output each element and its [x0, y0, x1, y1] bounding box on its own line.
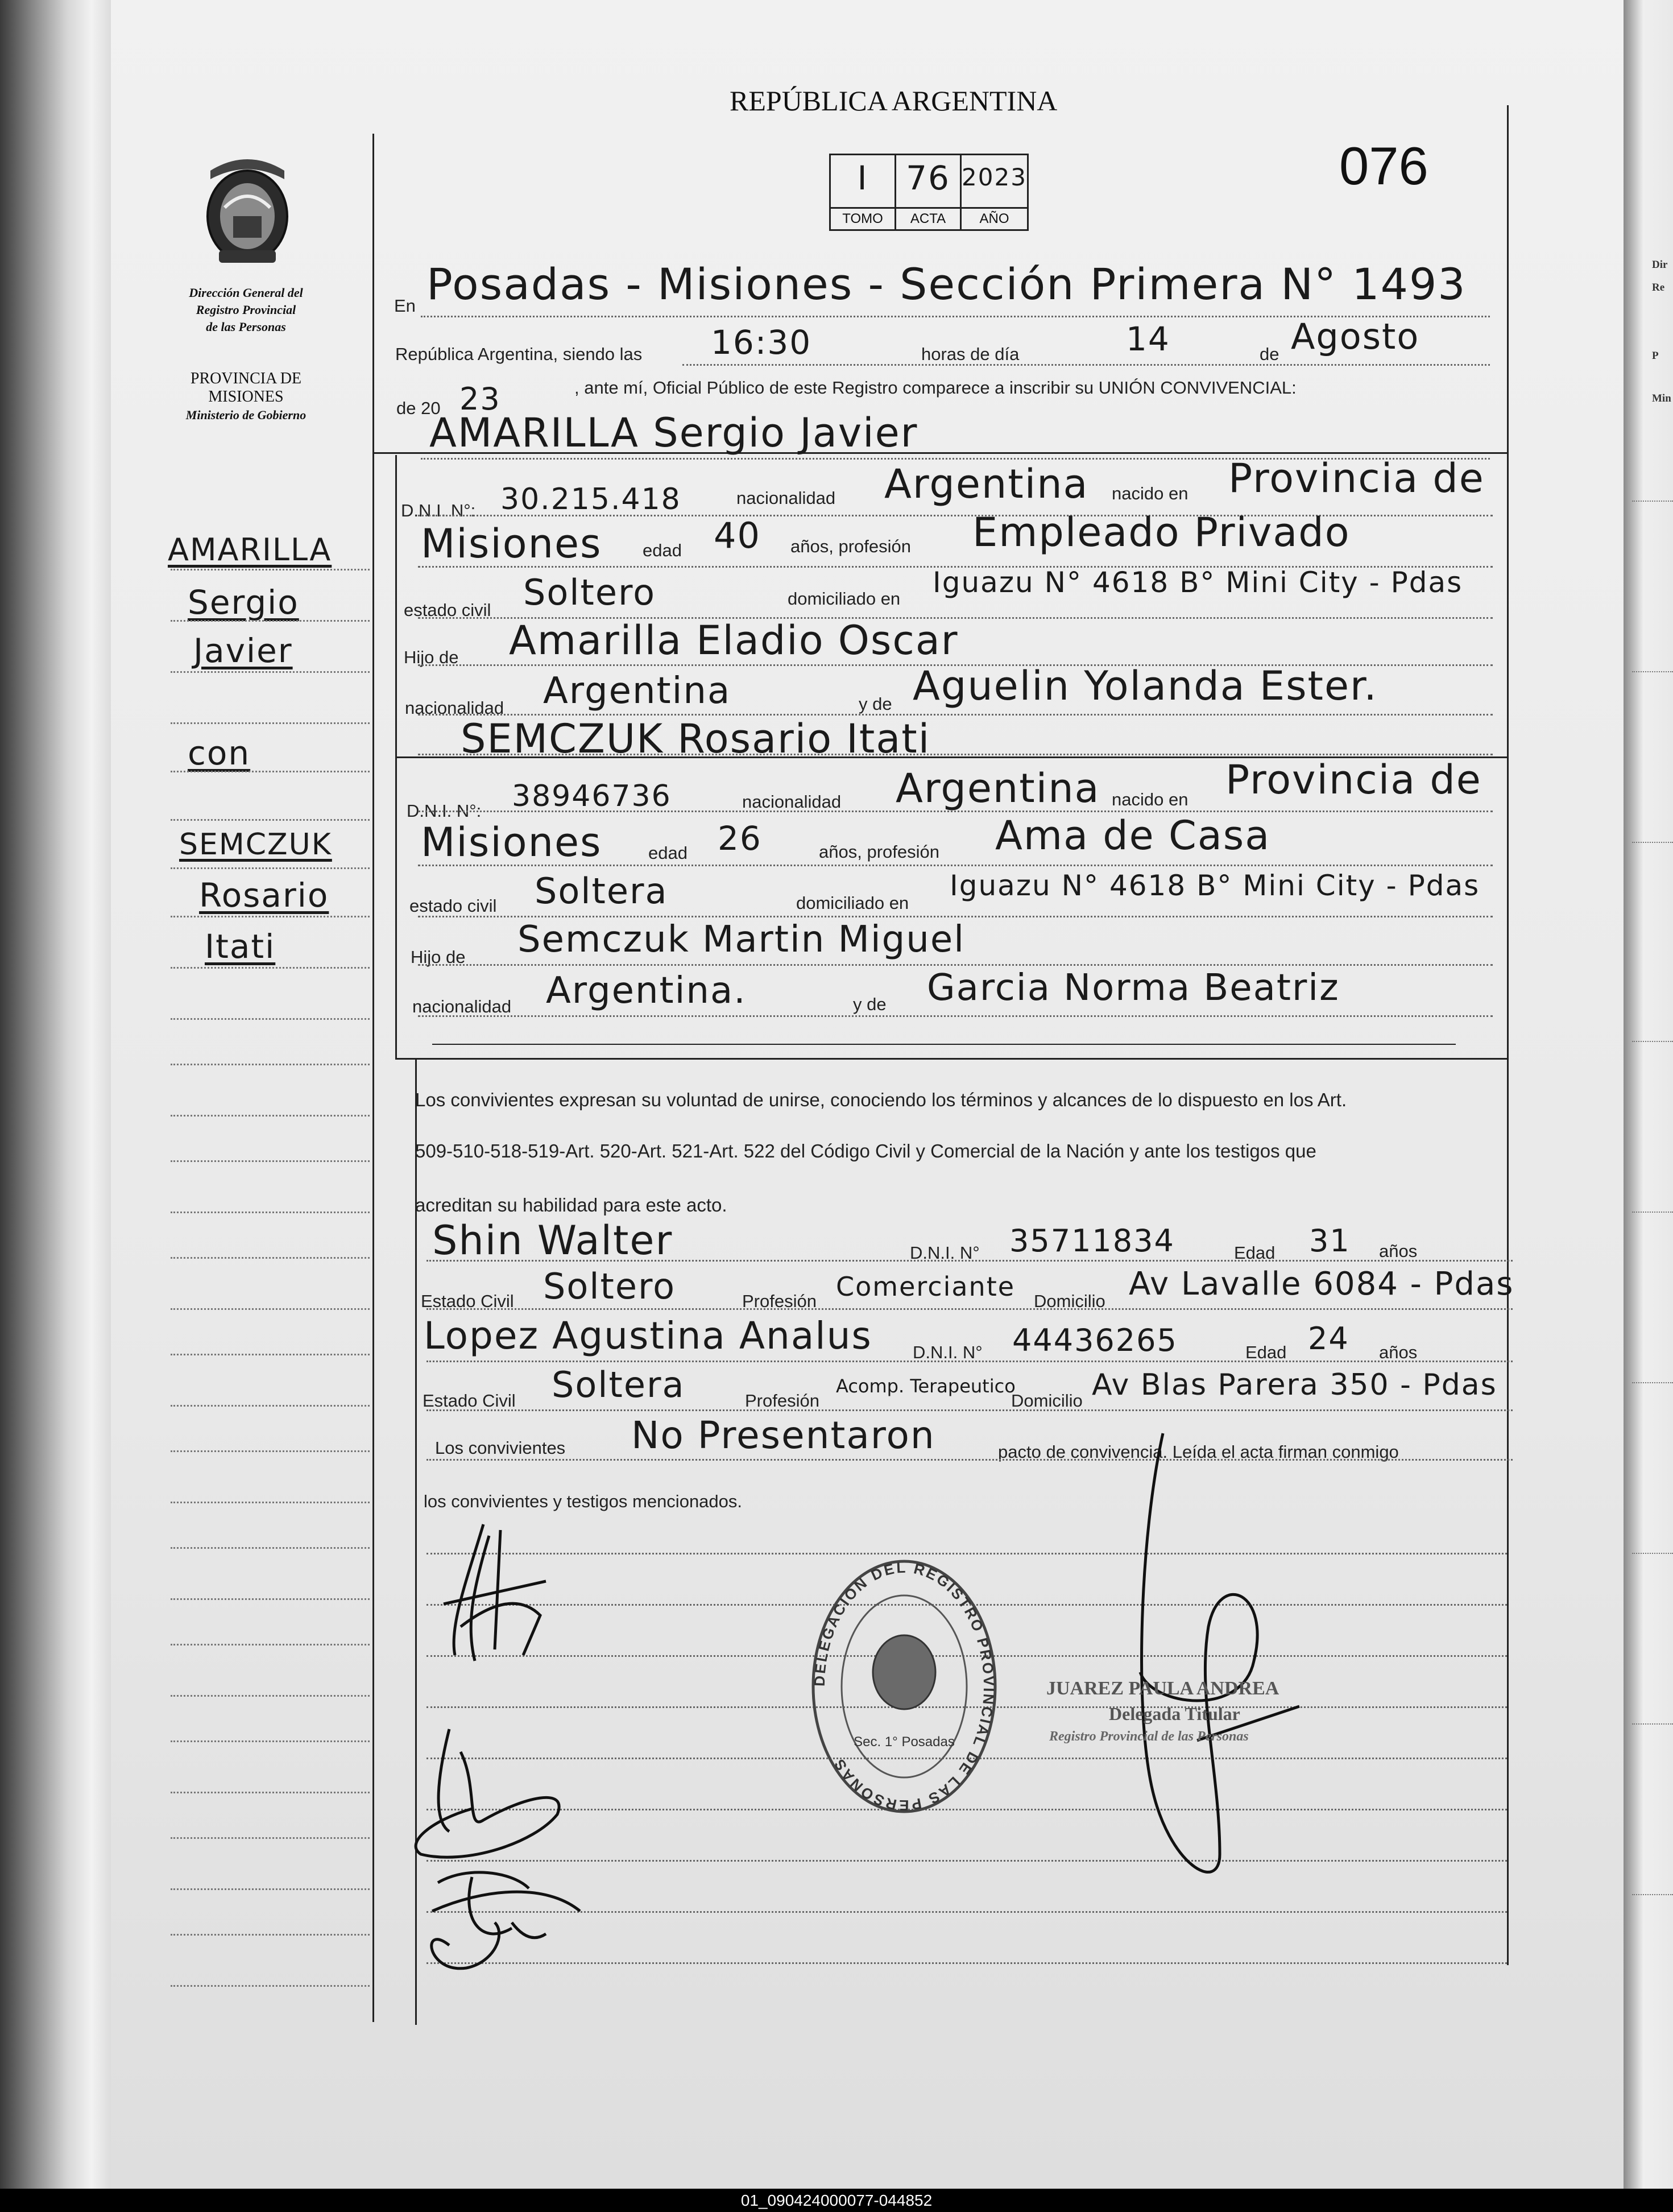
person1-civil: Soltero [523, 572, 656, 613]
nationality-label: nacionalidad [742, 792, 842, 812]
adjacent-page [1624, 0, 1673, 2189]
civil-label: Estado Civil [421, 1291, 514, 1311]
declaration-line: 509-510-518-519-Art. 520-Art. 521-Art. 522 del Código Civil y Comercial de la Nación y ante los testigos que [415, 1140, 1316, 1161]
adjacent-page-line [1632, 1041, 1673, 1042]
page-number: 076 [1339, 136, 1428, 196]
acta-value: 76 [906, 159, 950, 197]
anio-value: 2023 [962, 163, 1027, 191]
margin-line [171, 1837, 370, 1839]
civil-label: estado civil [409, 896, 497, 916]
person2-age: 26 [718, 819, 762, 858]
margin-line [171, 867, 370, 869]
adjacent-page-fragment: Re [1652, 282, 1665, 293]
age-label: edad [648, 843, 688, 863]
margin-line [171, 1450, 370, 1452]
fill-line [426, 1361, 1513, 1362]
witness1-name: Shin Walter [432, 1217, 673, 1264]
month-value: Agosto [1291, 316, 1420, 357]
province-line: PROVINCIA DE [190, 370, 302, 387]
years-label: años [1379, 1342, 1418, 1362]
age-label: edad [643, 540, 682, 560]
year-prefix: de 20 [396, 398, 441, 418]
person2-address: Iguazu N° 4618 B° Mini City - Pdas [950, 869, 1480, 902]
declaration-line: acreditan su habilidad para este acto. [415, 1194, 727, 1215]
image-code: 01_090424000077-044852 [740, 2192, 933, 2209]
en-label: En [394, 296, 416, 316]
person2-nationality: Argentina [896, 765, 1100, 812]
person1-heading: AMARILLA Sergio Javier [429, 410, 918, 456]
fill-line [418, 1015, 1493, 1017]
tomo-value: I [857, 159, 868, 197]
provincial-coat-of-arms-icon [199, 154, 296, 267]
witness2-civil: Soltera [552, 1364, 685, 1405]
margin-line [171, 1740, 370, 1742]
fill-line [426, 1308, 1513, 1310]
time-value: 16:30 [711, 323, 812, 362]
y-de-label: y de [853, 994, 887, 1014]
year-value: 23 [459, 381, 501, 417]
margin-name: Itati [205, 927, 276, 966]
dni-label: D.N.I. N° [910, 1243, 980, 1263]
frame-line-right [1507, 105, 1509, 1965]
fill-line [418, 916, 1493, 917]
address-label: Domicilio [1011, 1391, 1083, 1411]
de-label: de [1260, 344, 1279, 364]
fill-line [426, 1409, 1513, 1411]
dni-label: D.N.I. N°: [407, 801, 482, 821]
margin-line [171, 1502, 370, 1503]
ministry-line: Ministerio de Gobierno [185, 408, 307, 422]
official-title: Delegada Titular [1109, 1704, 1240, 1724]
age-label: Edad [1234, 1243, 1276, 1263]
witness2-profession: Acomp. Terapeutico [836, 1375, 1016, 1397]
witness2-dni: 44436265 [1012, 1322, 1178, 1358]
stamp-ring-text: DELEGACION DEL REGISTRO PROVINCIAL DE LAS PERSONAS [810, 1558, 998, 1814]
footer-bar [0, 2189, 1673, 2212]
profession-label: Profesión [742, 1291, 817, 1311]
fill-line [418, 964, 1493, 966]
person1-nationality: Argentina [884, 461, 1089, 507]
person1-dni: 30.215.418 [500, 482, 681, 516]
person1-mother: Aguelin Yolanda Ester. [913, 663, 1378, 709]
official-name: JUAREZ PAULA ANDREA [1046, 1678, 1279, 1699]
witness2-name: Lopez Agustina Analus [424, 1314, 872, 1358]
civil-label: Estado Civil [423, 1391, 516, 1411]
margin-line [171, 1598, 370, 1600]
person2-born-line1: Provincia de [1225, 756, 1482, 803]
fill-line [426, 1260, 1513, 1262]
registrar-signature [1129, 1422, 1345, 1905]
person1-father: Amarilla Eladio Oscar [509, 617, 959, 664]
born-label: nacido en [1112, 483, 1189, 503]
adjacent-page-line [1632, 501, 1673, 502]
adjacent-page-line [1632, 1553, 1673, 1554]
born-label: nacido en [1112, 789, 1189, 809]
person2-civil: Soltera [535, 870, 668, 912]
agency-line: de las Personas [206, 320, 286, 334]
person2-profession: Ama de Casa [995, 812, 1271, 859]
margin-line [171, 1888, 370, 1890]
margin-line [171, 1160, 370, 1162]
fill-line [418, 811, 1493, 812]
adjacent-page-line [1632, 1382, 1673, 1383]
republic-label: República Argentina, siendo las [395, 344, 643, 364]
years-profession-label: años, profesión [819, 842, 939, 862]
years-profession-label: años, profesión [790, 536, 911, 556]
margin-name: SEMCZUK [179, 828, 332, 862]
margin-name: Javier [193, 631, 293, 670]
person1-profession: Empleado Privado [972, 509, 1351, 556]
place-value: Posadas - Misiones - Sección Primera N° 1493 [426, 259, 1467, 309]
witness2-age: 24 [1308, 1321, 1349, 1357]
stamp-inner-text: Sec. 1° Posadas [854, 1734, 955, 1750]
anio-cell [962, 155, 1027, 229]
margin-name: Rosario [199, 876, 329, 915]
dni-label: D.N.I. N°: [401, 501, 476, 520]
tomo-label: TOMO [831, 207, 895, 229]
margin-line [171, 1934, 370, 1936]
margin-line [171, 1985, 370, 1987]
fill-line [418, 754, 1493, 755]
adjacent-page-fragment: Min [1652, 392, 1671, 404]
margin-line [171, 1354, 370, 1355]
nationality2-label: nacionalidad [412, 997, 512, 1016]
hours-label: horas de día [921, 344, 1020, 364]
margin-line [171, 1257, 370, 1259]
person1-age: 40 [714, 515, 761, 556]
agency-line: Dirección General del [189, 286, 303, 300]
frame-line-left [372, 134, 374, 2022]
child-label: Hijo de [404, 647, 459, 667]
person2-mother: Garcia Norma Beatriz [927, 967, 1340, 1009]
person2-heading: SEMCZUK Rosario Itati [461, 716, 931, 762]
address-label: Domicilio [1034, 1291, 1105, 1311]
adjacent-page-fragment: P [1652, 350, 1659, 362]
agency-line: Registro Provincial [196, 303, 296, 317]
anio-label: AÑO [962, 207, 1027, 229]
province-line: MISIONES [208, 388, 284, 406]
margin-line [171, 1212, 370, 1213]
country-heading: REPÚBLICA ARGENTINA [730, 85, 1058, 117]
witness1-address: Av Lavalle 6084 - Pdas [1129, 1266, 1514, 1303]
margin-name: con [188, 734, 251, 772]
person1-parents-nationality: Argentina [543, 670, 731, 712]
child-label: Hijo de [411, 947, 466, 967]
person2-dni: 38946736 [512, 779, 672, 813]
witness1-age: 31 [1309, 1223, 1351, 1259]
acta-label: ACTA [896, 207, 960, 229]
margin-line [171, 1308, 370, 1310]
adjacent-page-line [1632, 1723, 1673, 1725]
closing-text: pacto de convivencia. Leída el acta firman conmigo [998, 1442, 1399, 1462]
civil-label: estado civil [404, 600, 491, 620]
margin-line [171, 1695, 370, 1697]
day-value: 14 [1126, 320, 1170, 358]
acta-cell [896, 155, 962, 229]
person1-address: Iguazu N° 4618 B° Mini City - Pdas [933, 566, 1463, 599]
nationality-label: nacionalidad [736, 488, 836, 508]
fill-line [682, 364, 1490, 366]
margin-line [171, 1792, 370, 1793]
official-stamp [807, 1553, 1001, 1826]
margin-line [171, 569, 370, 570]
intro-statement: , ante mí, Oficial Público de este Registro comparece a inscribir su UNIÓN CONVIVENCIAL: [574, 378, 1297, 398]
nationality2-label: nacionalidad [405, 698, 504, 718]
fill-line [426, 1459, 1513, 1461]
margin-line [171, 967, 370, 969]
margin-line [171, 916, 370, 917]
witness1-dni: 35711834 [1009, 1223, 1175, 1259]
person1-born-line2: Misiones [421, 520, 602, 567]
address-label: domiciliado en [796, 893, 909, 913]
agency-block [171, 284, 321, 336]
adjacent-page-line [1632, 671, 1673, 672]
dni-label: D.N.I. N° [913, 1342, 983, 1362]
section-divider [395, 1058, 1509, 1060]
handwritten-signatures [398, 1513, 637, 1979]
witness2-address: Av Blas Parera 350 - Pdas [1092, 1368, 1497, 1402]
margin-line [171, 771, 370, 772]
years-label: años [1379, 1241, 1418, 1261]
margin-line [171, 722, 370, 724]
declaration-line: Los convivientes expresan su voluntad de unirse, conociendo los términos y alcances de lo dispuesto en los Art. [415, 1089, 1347, 1110]
margin-line [171, 1064, 370, 1065]
binder-spine [0, 0, 122, 2189]
person1-born-line1: Provincia de [1228, 455, 1485, 502]
margin-line [171, 1115, 370, 1117]
official-office: Registro Provincial de las Personas [1049, 1729, 1249, 1744]
margin-line [171, 620, 370, 622]
y-de-label: y de [859, 694, 892, 714]
margin-line [171, 671, 370, 673]
age-label: Edad [1245, 1342, 1287, 1362]
margin-name: Sergio [188, 583, 299, 622]
margin-line [171, 819, 370, 821]
adjacent-page-line [1632, 1894, 1673, 1895]
province-block [171, 370, 321, 424]
margin-line [171, 1644, 370, 1645]
address-label: domiciliado en [788, 589, 901, 609]
witness1-civil: Soltero [543, 1266, 676, 1307]
person2-born-line2: Misiones [421, 819, 602, 866]
witness1-profession: Comerciante [836, 1271, 1016, 1302]
margin-line [171, 1547, 370, 1549]
fill-line [418, 865, 1493, 866]
adjacent-page-line [1632, 1212, 1673, 1213]
convivientes-label: Los convivientes [435, 1438, 566, 1458]
closing-line2: los convivientes y testigos mencionados. [424, 1491, 743, 1511]
person2-father: Semczuk Martin Miguel [517, 919, 965, 961]
margin-line [171, 1405, 370, 1407]
pact-value: No Presentaron [631, 1413, 935, 1457]
blank-line [432, 1044, 1456, 1045]
person2-parents-nationality: Argentina. [546, 970, 747, 1012]
tomo-cell [831, 155, 896, 229]
margin-line [171, 1018, 370, 1020]
acta-box [829, 154, 1029, 231]
adjacent-page-line [1632, 842, 1673, 843]
adjacent-page-fragment: Dir [1652, 259, 1668, 271]
profession-label: Profesión [745, 1391, 819, 1411]
margin-name: AMARILLA [168, 532, 332, 568]
